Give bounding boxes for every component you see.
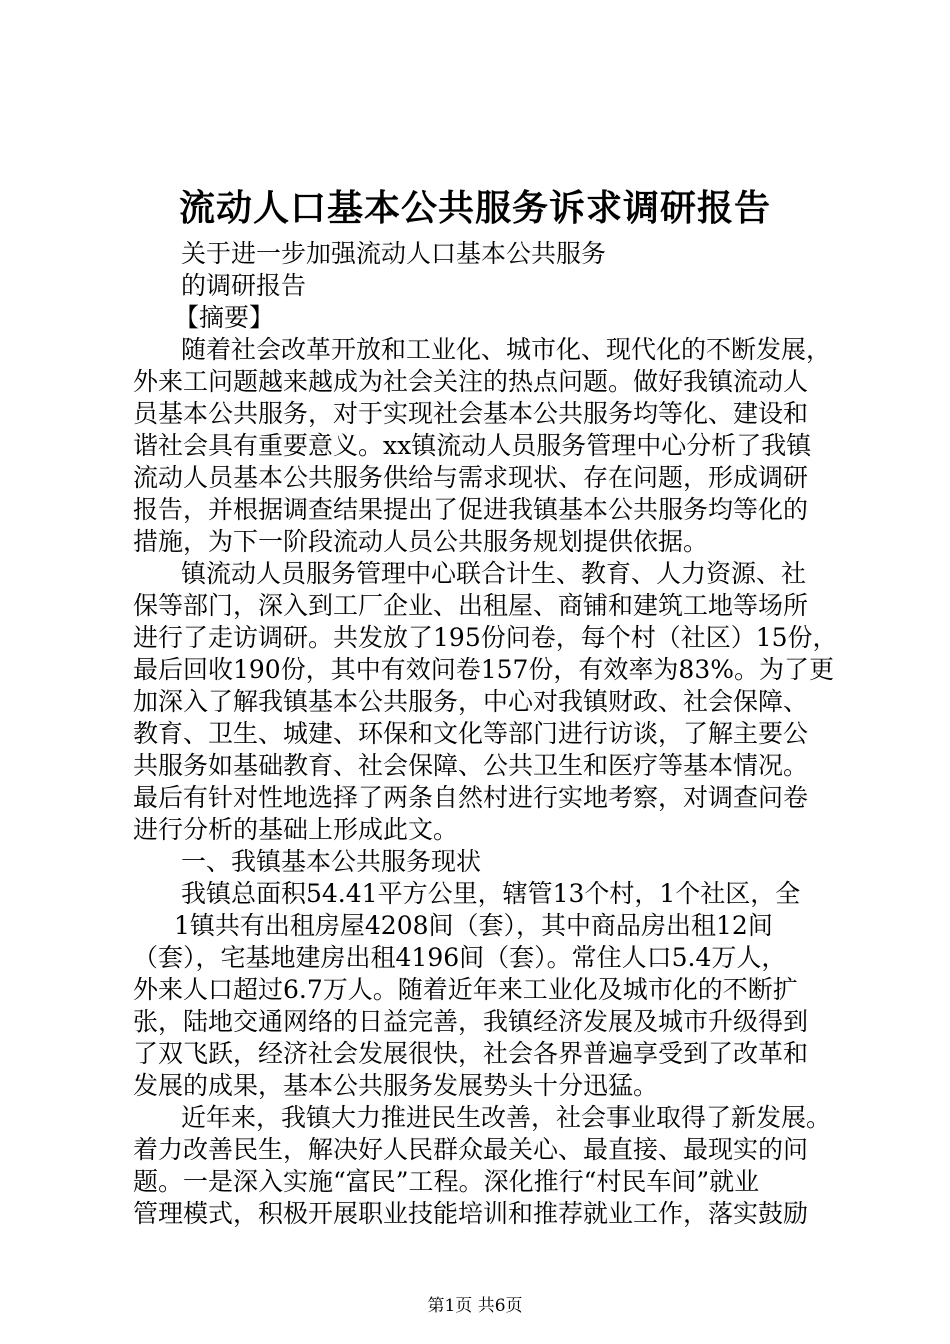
document-title: 流动人口基本公共服务诉求调研报告 (178, 187, 771, 229)
paragraph-line: 最后回收190份，其中有效问卷157份，有效率为83%。为了更 (133, 655, 835, 684)
paragraph-line: 进行分析的基础上形成此文。 (133, 815, 459, 844)
paragraph-line: 近年来，我镇大力推进民生改善，社会事业取得了新发展。 (181, 1103, 832, 1132)
paragraph-line: 了双飞跃，经济社会发展很快，社会各界普遍享受到了改革和 (133, 1039, 809, 1068)
paragraph-line: 共服务如基础教育、社会保障、公共卫生和医疗等基本情况。 (133, 751, 809, 780)
paragraph-line: 镇流动人员服务管理中心联合计生、教育、人力资源、社 (181, 559, 807, 588)
paragraph-line: 着力改善民生，解决好人民群众最关心、最直接、最现实的问 (133, 1135, 809, 1164)
subtitle-line: 的调研报告 (181, 271, 307, 300)
paragraph-line: 外来人口超过6.7万人。随着近年来工业化及城市化的不断扩 (133, 975, 798, 1004)
paragraph-line: 外来工问题越来越成为社会关注的热点问题。做好我镇流动人 (133, 367, 809, 396)
section-label-abstract: 【摘要】 (174, 303, 275, 332)
paragraph-line: 发展的成果，基本公共服务发展势头十分迅猛。 (133, 1071, 659, 1100)
subtitle-line: 关于进一步加强流动人口基本公共服务 (181, 239, 607, 268)
paragraph-line: 管理模式，积极开展职业技能培训和推荐就业工作，落实鼓励 (133, 1199, 809, 1228)
paragraph-line: 谐社会具有重要意义。xx镇流动人员服务管理中心分析了我镇 (133, 431, 812, 460)
page-footer: 第1页 共6页 (427, 1296, 523, 1316)
paragraph-line: 措施，为下一阶段流动人员公共服务规划提供依据。 (133, 527, 709, 556)
paragraph-line: 报告，并根据调查结果提出了促进我镇基本公共服务均等化的 (133, 495, 809, 524)
paragraph-line: 题。一是深入实施“富民”工程。深化推行“村民车间”就业 (133, 1167, 760, 1196)
paragraph-line: 教育、卫生、城建、环保和文化等部门进行访谈，了解主要公 (133, 719, 809, 748)
paragraph-line: 张，陆地交通网络的日益完善，我镇经济发展及城市升级得到 (133, 1007, 809, 1036)
paragraph-line: 1镇共有出租房屋4208间（套），其中商品房出租12间 (174, 911, 773, 940)
paragraph-line: 员基本公共服务，对于实现社会基本公共服务均等化、建设和 (133, 399, 809, 428)
paragraph-line: 进行了走访调研。共发放了195份问卷，每个村（社区）15份， (133, 623, 838, 652)
paragraph-line: 随着社会改革开放和工业化、城市化、现代化的不断发展， (181, 335, 832, 364)
paragraph-line: 加深入了解我镇基本公共服务，中心对我镇财政、社会保障、 (133, 687, 809, 716)
paragraph-line: （套），宅基地建房出租4196间（套）。常住人口5.4万人， (133, 943, 787, 972)
paragraph-line: 保等部门，深入到工厂企业、出租屋、商铺和建筑工地等场所 (133, 591, 809, 620)
section-heading: 一、我镇基本公共服务现状 (181, 847, 482, 876)
paragraph-line: 我镇总面积54.41平方公里，辖管13个村，1个社区，全 (181, 879, 801, 908)
paragraph-line: 流动人员基本公共服务供给与需求现状、存在问题，形成调研 (133, 463, 809, 492)
paragraph-line: 最后有针对性地选择了两条自然村进行实地考察，对调查问卷 (133, 783, 809, 812)
